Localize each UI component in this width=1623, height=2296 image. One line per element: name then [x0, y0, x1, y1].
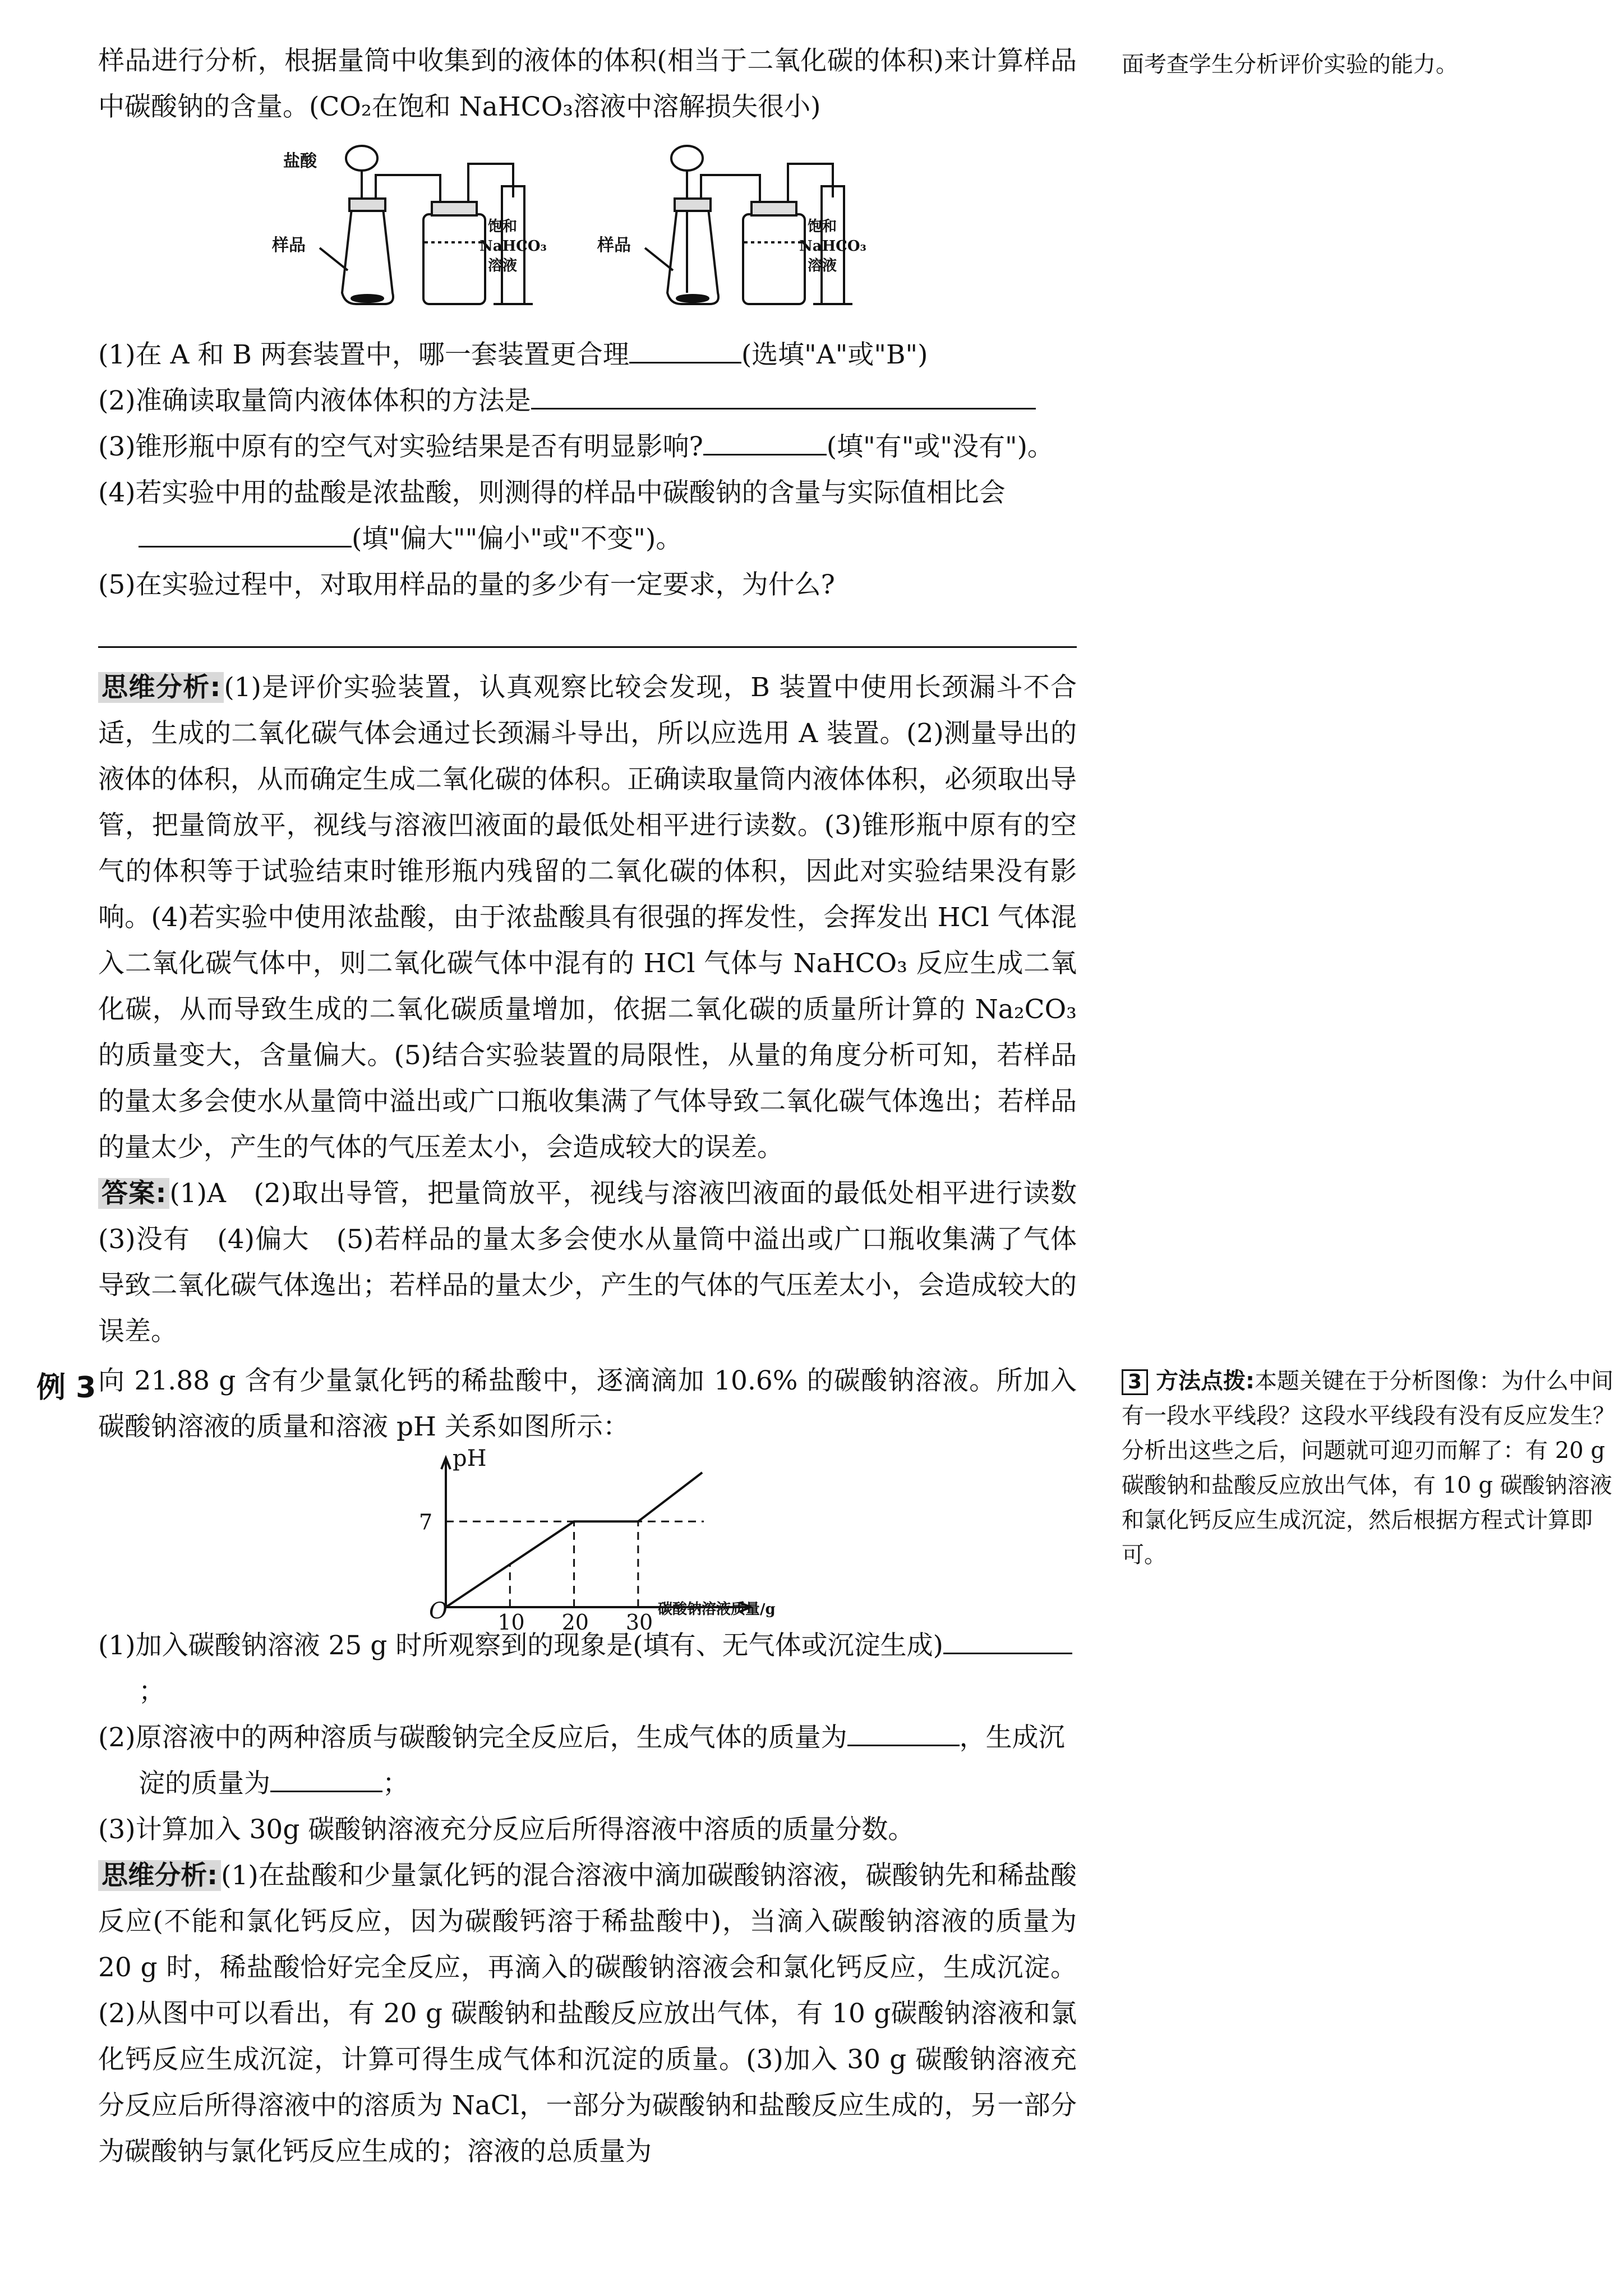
- example-3-question-2: [98, 1715, 1077, 1807]
- side-tip-text: 本题关键在于分析图像：为什么中间有一段水平线段？这段水平线段有没有反应发生？分析出这些之后，问题就可迎刃而解了：有 20 g 碳酸钠和盐酸反应放出气体，有 10 g 碳酸钠溶液和氯化钙反应生成沉淀，然后根据方程式计算即可。: [1122, 1368, 1615, 1568]
- intro-paragraph: 样品进行分析，根据量筒中收集到的液体的体积(相当于二氧化碳的体积)来计算样品中碳酸钠的含量。(CO₂在饱和 NaHCO₃溶液中溶解损失很小): [98, 45, 1077, 122]
- answer-blank-e3-1[interactable]: [943, 1631, 1072, 1654]
- y-tick-label-7: 7: [419, 1510, 433, 1535]
- question-1: [98, 332, 1077, 378]
- main-column: [98, 38, 1104, 2175]
- question-3-text: (3)锥形瓶中原有的空气对实验结果是否有明显影响?: [98, 431, 703, 462]
- answer-blank-3[interactable]: [703, 432, 827, 455]
- answer-blank-e3-2b[interactable]: [270, 1769, 382, 1792]
- question-4-hint: (填"偏大""偏小"或"不变")。: [352, 523, 683, 554]
- side-note-top-text: 面考查学生分析评价实验的能力。: [1122, 52, 1458, 77]
- origin-label: O: [429, 1598, 448, 1624]
- label-nahco3-b: NaHCO₃: [799, 238, 866, 255]
- analysis-1-label: 思维分析:: [98, 672, 224, 703]
- analysis-2-text: (1)在盐酸和少量氯化钙的混合溶液中滴加碳酸钠溶液，碳酸钠先和稀盐酸反应(不能和氯化钙反应，因为碳酸钙溶于稀盐酸中)，当滴入碳酸钠溶液的质量为 20 g 时，稀盐酸恰好完全反应，再滴入的碳酸钠溶液会和氯化钙反应，生成沉淀。(2)从图中可以看出，有 20 g 碳酸钠和盐酸反应放出气体，有 10 g碳酸钠溶液和氯化钙反应生成沉淀，计算可得生成气体和沉淀的质量。(3)加入 30 g 碳酸钠溶液充分反应后所得溶液中的溶质为 NaCl，一部分为碳酸钠和盐酸反应生成的，另一部分为碳酸钠与氯化钙反应生成的；溶液的总质量为: [98, 1860, 1077, 2167]
- bottle-b: [743, 214, 805, 304]
- example-3-stem: [98, 1358, 1077, 1450]
- label-sample-a: 样品: [272, 236, 306, 255]
- question-4-text: (4)若实验中用的盐酸是浓盐酸，则测得的样品中碳酸钠的含量与实际值相比会: [98, 477, 1006, 508]
- example-3-question-2-end: ；: [382, 1768, 409, 1799]
- label-nahco3-a: NaHCO₃: [479, 238, 547, 255]
- label-sat-b: 饱和: [808, 218, 837, 235]
- side-tip-label: 方法点拨:: [1156, 1368, 1255, 1394]
- question-2-text: (2)准确读取量筒内液体体积的方法是: [98, 385, 531, 416]
- question-2: [98, 378, 1077, 424]
- question-5: [98, 562, 1077, 608]
- x-tick-label-20: 20: [561, 1610, 589, 1635]
- example-3-question-3-text: (3)计算加入 30g 碳酸钠溶液充分反应后所得溶液中溶质的质量分数。: [98, 1814, 915, 1845]
- question-5-text: (5)在实验过程中，对取用样品的量的多少有一定要求，为什么?: [98, 569, 835, 600]
- x-tick-label-30: 30: [625, 1610, 653, 1635]
- ph-chart: [322, 1446, 883, 1635]
- flask-b: [667, 209, 718, 304]
- answer-line-5[interactable]: [98, 646, 1077, 648]
- side-note-top: [1122, 47, 1615, 82]
- ph-chart-figure: [322, 1446, 1077, 1635]
- funnel-b: [671, 146, 703, 171]
- question-1-text: (1)在 A 和 B 两套装置中，哪一套装置更合理: [98, 339, 629, 370]
- answer-blank-2[interactable]: [531, 386, 1036, 409]
- label-sample-b: 样品: [597, 236, 631, 255]
- question-3-hint: (填"有"或"没有")。: [826, 431, 1054, 462]
- funnel-a: [346, 146, 377, 171]
- example-3-question-1-end: ；: [139, 1676, 165, 1707]
- x-tick-label-10: 10: [497, 1610, 525, 1635]
- label-sol-a: 溶液: [488, 257, 518, 274]
- example-3-question-1: [98, 1623, 1077, 1715]
- label-sat-a: 饱和: [488, 218, 518, 235]
- question-1-hint: (选填"A"或"B"): [741, 339, 928, 370]
- apparatus-figure: [266, 136, 1077, 326]
- x-axis-label: 碳酸钠溶液质量/g: [658, 1601, 776, 1618]
- analysis-2-label: 思维分析:: [98, 1860, 221, 1891]
- y-axis-label: pH: [453, 1446, 487, 1471]
- question-3: [98, 424, 1077, 470]
- example-3-label: 例 3: [36, 1371, 96, 1405]
- example-3-question-1-text: (1)加入碳酸钠溶液 25 g 时所观察到的现象是(填有、无气体或沉淀生成): [98, 1630, 943, 1661]
- side-tip: [1122, 1364, 1615, 1572]
- label-sol-b: 溶液: [808, 257, 837, 274]
- analysis-2: [98, 1853, 1077, 2175]
- example-3-question-2-text: (2)原溶液中的两种溶质与碳酸钠完全反应后，生成气体的质量为: [98, 1722, 847, 1753]
- answer-blank-1[interactable]: [629, 341, 741, 364]
- example-3-question-2-mid: ，生成沉淀的质量为: [139, 1722, 1065, 1799]
- label-hcl: 盐酸: [283, 151, 317, 171]
- bottle-a: [423, 214, 485, 304]
- answer-1-text: (1)A (2)取出导管，把量筒放平，视线与溶液凹液面的最低处相平进行读数 (3)没有 (4)偏大 (5)若样品的量太多会使水从量筒中溢出或广口瓶收集满了气体导致二氧化碳气体逸出；若样品的量太少，产生的气体的气压差太小，会造成较大的误差。: [98, 1178, 1104, 1347]
- side-tip-paragraph: [1122, 1364, 1615, 1572]
- answer-1-label: 答案:: [98, 1178, 169, 1209]
- example-3-question-3: [98, 1807, 1077, 1853]
- answer-1: [98, 1171, 1104, 1355]
- answer-blank-4[interactable]: [139, 524, 352, 547]
- example-3-text: 向 21.88 g 含有少量氯化钙的稀盐酸中，逐滴滴加 10.6% 的碳酸钠溶液。所加入碳酸钠溶液的质量和溶液 pH 关系如图所示：: [98, 1365, 1077, 1442]
- analysis-1-text: (1)是评价实验装置，认真观察比较会发现，B 装置中使用长颈漏斗不合适，生成的二氧化碳气体会通过长颈漏斗导出，所以应选用 A 装置。(2)测量导出的液体的体积，从而确定生成二氧化碳的体积。正确读取量筒内液体体积，必须取出导管，把量筒放平，视线与溶液凹液面的最低处相平进行读数。(3)锥形瓶中原有的空气的体积等于试验结束时锥形瓶内残留的二氧化碳的体积，因此对实验结果没有影响。(4)若实验中使用浓盐酸，由于浓盐酸具有很强的挥发性，会挥发出 HCl 气体混入二氧化碳气体中，则二氧化碳气体中混有的 HCl 气体与 NaHCO₃ 反应生成二氧化碳，从而导致生成的二氧化碳质量增加，依据二氧化碳的质量所计算的 Na₂CO₃ 的质量变大，含量偏大。(5)结合实验装置的局限性，从量的角度分析可知，若样品的量太多会使水从量筒中溢出或广口瓶收集满了气体导致二氧化碳气体逸出；若样品的量太少，产生的气体的气压差太小，会造成较大的误差。: [98, 672, 1077, 1163]
- apparatus-diagram: [266, 136, 911, 326]
- flask-a: [342, 209, 393, 304]
- question-4: [98, 470, 1077, 562]
- analysis-1: [98, 665, 1077, 1171]
- answer-blank-e3-2a[interactable]: [847, 1723, 960, 1746]
- side-tip-badge: 3: [1122, 1369, 1148, 1395]
